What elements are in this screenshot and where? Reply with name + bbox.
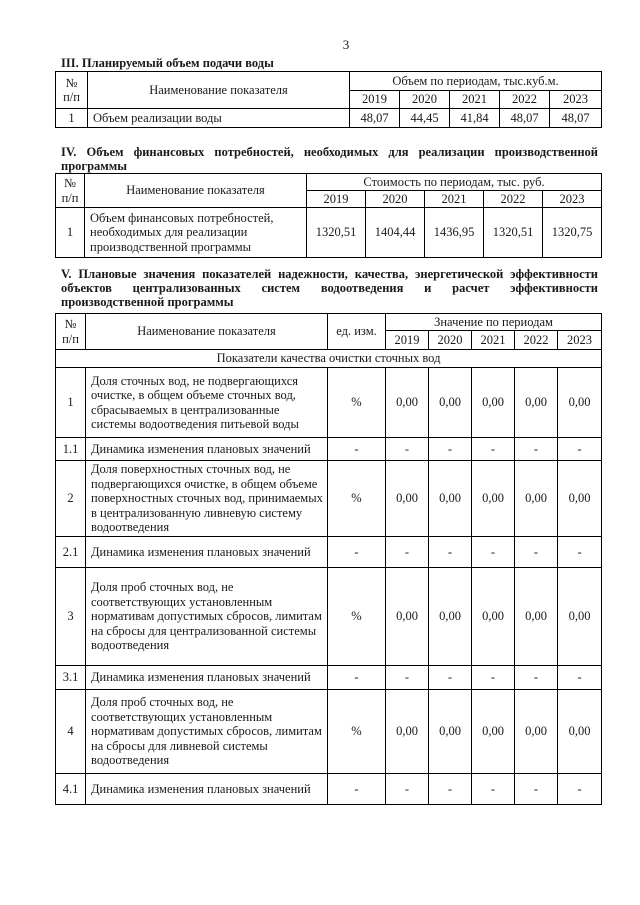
row-unit: - xyxy=(328,774,386,805)
row-value: - xyxy=(558,438,602,461)
row-value: - xyxy=(515,774,558,805)
header-name: Наименование показателя xyxy=(85,174,307,208)
year-header: 2022 xyxy=(484,191,543,208)
row-name: Доля сточных вод, не подвергающихся очистке, в общем объеме сточных вод, сбрасываемых в централизованные системы водоотведения питьевой воды xyxy=(86,368,328,438)
row-name: Доля поверхностных сточных вод, не подвергающихся очистке, в общем объеме поверхностных сточных вод, принимаемых в централизованную ливневую систему водоотведения xyxy=(86,461,328,537)
year-header: 2022 xyxy=(515,331,558,350)
table-row xyxy=(56,537,602,568)
table-row xyxy=(56,109,602,128)
row-value: - xyxy=(386,438,429,461)
table-row xyxy=(56,774,602,805)
row-value: 0,00 xyxy=(386,461,429,537)
row-value: 0,00 xyxy=(386,368,429,438)
row-value: 0,00 xyxy=(515,690,558,774)
row-value: 0,00 xyxy=(429,690,472,774)
header-group: Значение по периодам xyxy=(386,314,602,331)
section-5-table xyxy=(55,313,602,805)
table-row xyxy=(56,208,602,258)
row-value: 1320,75 xyxy=(543,208,602,258)
header-num: № п/п xyxy=(56,174,85,208)
row-value: 1320,51 xyxy=(484,208,543,258)
table-row xyxy=(56,666,602,690)
row-num: 3.1 xyxy=(56,666,86,690)
row-num: 4 xyxy=(56,690,86,774)
header-name: Наименование показателя xyxy=(86,314,328,350)
table-row xyxy=(56,690,602,774)
section-5-title: V. Плановые значения показателей надежности, качества, энергетической эффективности объектов централизованных систем водоотведения и расчет эффективности производственной программы xyxy=(61,267,598,309)
row-name: Объем финансовых потребностей, необходимых для реализации производственной программы xyxy=(85,208,307,258)
row-value: 41,84 xyxy=(450,109,500,128)
row-num: 2 xyxy=(56,461,86,537)
header-num: № п/п xyxy=(56,314,86,350)
row-num: 1 xyxy=(56,368,86,438)
header-group: Объем по периодам, тыс.куб.м. xyxy=(350,72,602,91)
year-header: 2023 xyxy=(550,91,602,109)
row-name: Динамика изменения плановых значений xyxy=(86,666,328,690)
row-value: 0,00 xyxy=(558,368,602,438)
row-value: 0,00 xyxy=(472,461,515,537)
row-value: 0,00 xyxy=(472,368,515,438)
year-header: 2021 xyxy=(450,91,500,109)
row-value: - xyxy=(558,774,602,805)
row-value: - xyxy=(472,438,515,461)
row-value: 1404,44 xyxy=(366,208,425,258)
row-unit: - xyxy=(328,438,386,461)
row-value: - xyxy=(515,537,558,568)
header-num: № п/п xyxy=(56,72,88,109)
row-value: 0,00 xyxy=(472,568,515,666)
table-row xyxy=(56,461,602,537)
year-header: 2019 xyxy=(350,91,400,109)
table-row xyxy=(56,438,602,461)
year-header: 2021 xyxy=(425,191,484,208)
row-value: - xyxy=(558,537,602,568)
row-unit: % xyxy=(328,368,386,438)
row-value: - xyxy=(515,666,558,690)
year-header: 2020 xyxy=(429,331,472,350)
row-unit: % xyxy=(328,690,386,774)
row-num: 4.1 xyxy=(56,774,86,805)
row-value: 48,07 xyxy=(500,109,550,128)
row-value: - xyxy=(429,537,472,568)
year-header: 2022 xyxy=(500,91,550,109)
row-value: - xyxy=(472,666,515,690)
row-name: Доля проб сточных вод, не соответствующих установленным нормативам допустимых сбросов, лимитам на сбросы для ливневой системы водоотведения xyxy=(86,690,328,774)
year-header: 2019 xyxy=(307,191,366,208)
table-row xyxy=(56,368,602,438)
row-num: 1.1 xyxy=(56,438,86,461)
row-value: 48,07 xyxy=(350,109,400,128)
row-unit: - xyxy=(328,666,386,690)
row-value: - xyxy=(386,666,429,690)
row-unit: - xyxy=(328,537,386,568)
row-value: - xyxy=(429,774,472,805)
row-value: 0,00 xyxy=(429,461,472,537)
row-name: Динамика изменения плановых значений xyxy=(86,774,328,805)
year-header: 2023 xyxy=(543,191,602,208)
row-value: 0,00 xyxy=(429,568,472,666)
header-group: Стоимость по периодам, тыс. руб. xyxy=(307,174,602,191)
row-num: 1 xyxy=(56,109,88,128)
row-num: 3 xyxy=(56,568,86,666)
row-value: 0,00 xyxy=(515,368,558,438)
row-value: 1320,51 xyxy=(307,208,366,258)
row-value: - xyxy=(429,666,472,690)
row-value: 0,00 xyxy=(515,461,558,537)
row-value: 0,00 xyxy=(429,368,472,438)
section-4-table xyxy=(55,173,602,258)
row-num: 1 xyxy=(56,208,85,258)
header-name: Наименование показателя xyxy=(88,72,350,109)
section-3-table xyxy=(55,71,602,128)
row-value: 1436,95 xyxy=(425,208,484,258)
row-value: - xyxy=(472,774,515,805)
year-header: 2020 xyxy=(400,91,450,109)
table-row xyxy=(56,568,602,666)
year-header: 2023 xyxy=(558,331,602,350)
row-value: 44,45 xyxy=(400,109,450,128)
row-value: - xyxy=(558,666,602,690)
row-value: 0,00 xyxy=(558,461,602,537)
row-value: 0,00 xyxy=(386,568,429,666)
row-unit: % xyxy=(328,568,386,666)
header-unit: ед. изм. xyxy=(328,314,386,350)
row-value: - xyxy=(386,537,429,568)
row-value: 0,00 xyxy=(558,690,602,774)
section-4-title: IV. Объем финансовых потребностей, необходимых для реализации производственной программы xyxy=(61,145,598,173)
row-value: - xyxy=(472,537,515,568)
row-value: 0,00 xyxy=(472,690,515,774)
row-value: 48,07 xyxy=(550,109,602,128)
row-name: Объем реализации воды xyxy=(88,109,350,128)
row-value: - xyxy=(386,774,429,805)
row-value: - xyxy=(429,438,472,461)
year-header: 2020 xyxy=(366,191,425,208)
page-number: 3 xyxy=(342,37,350,52)
row-name: Динамика изменения плановых значений xyxy=(86,537,328,568)
row-name: Динамика изменения плановых значений xyxy=(86,438,328,461)
row-unit: % xyxy=(328,461,386,537)
year-header: 2019 xyxy=(386,331,429,350)
year-header: 2021 xyxy=(472,331,515,350)
row-value: 0,00 xyxy=(558,568,602,666)
row-name: Доля проб сточных вод, не соответствующих установленным нормативам допустимых сбросов, лимитам на сбросы для централизованной системы водоотведения xyxy=(86,568,328,666)
section-3-title: III. Планируемый объем подачи воды xyxy=(61,56,274,70)
row-value: - xyxy=(515,438,558,461)
row-value: 0,00 xyxy=(515,568,558,666)
row-num: 2.1 xyxy=(56,537,86,568)
row-value: 0,00 xyxy=(386,690,429,774)
subheader: Показатели качества очистки сточных вод xyxy=(56,350,602,368)
